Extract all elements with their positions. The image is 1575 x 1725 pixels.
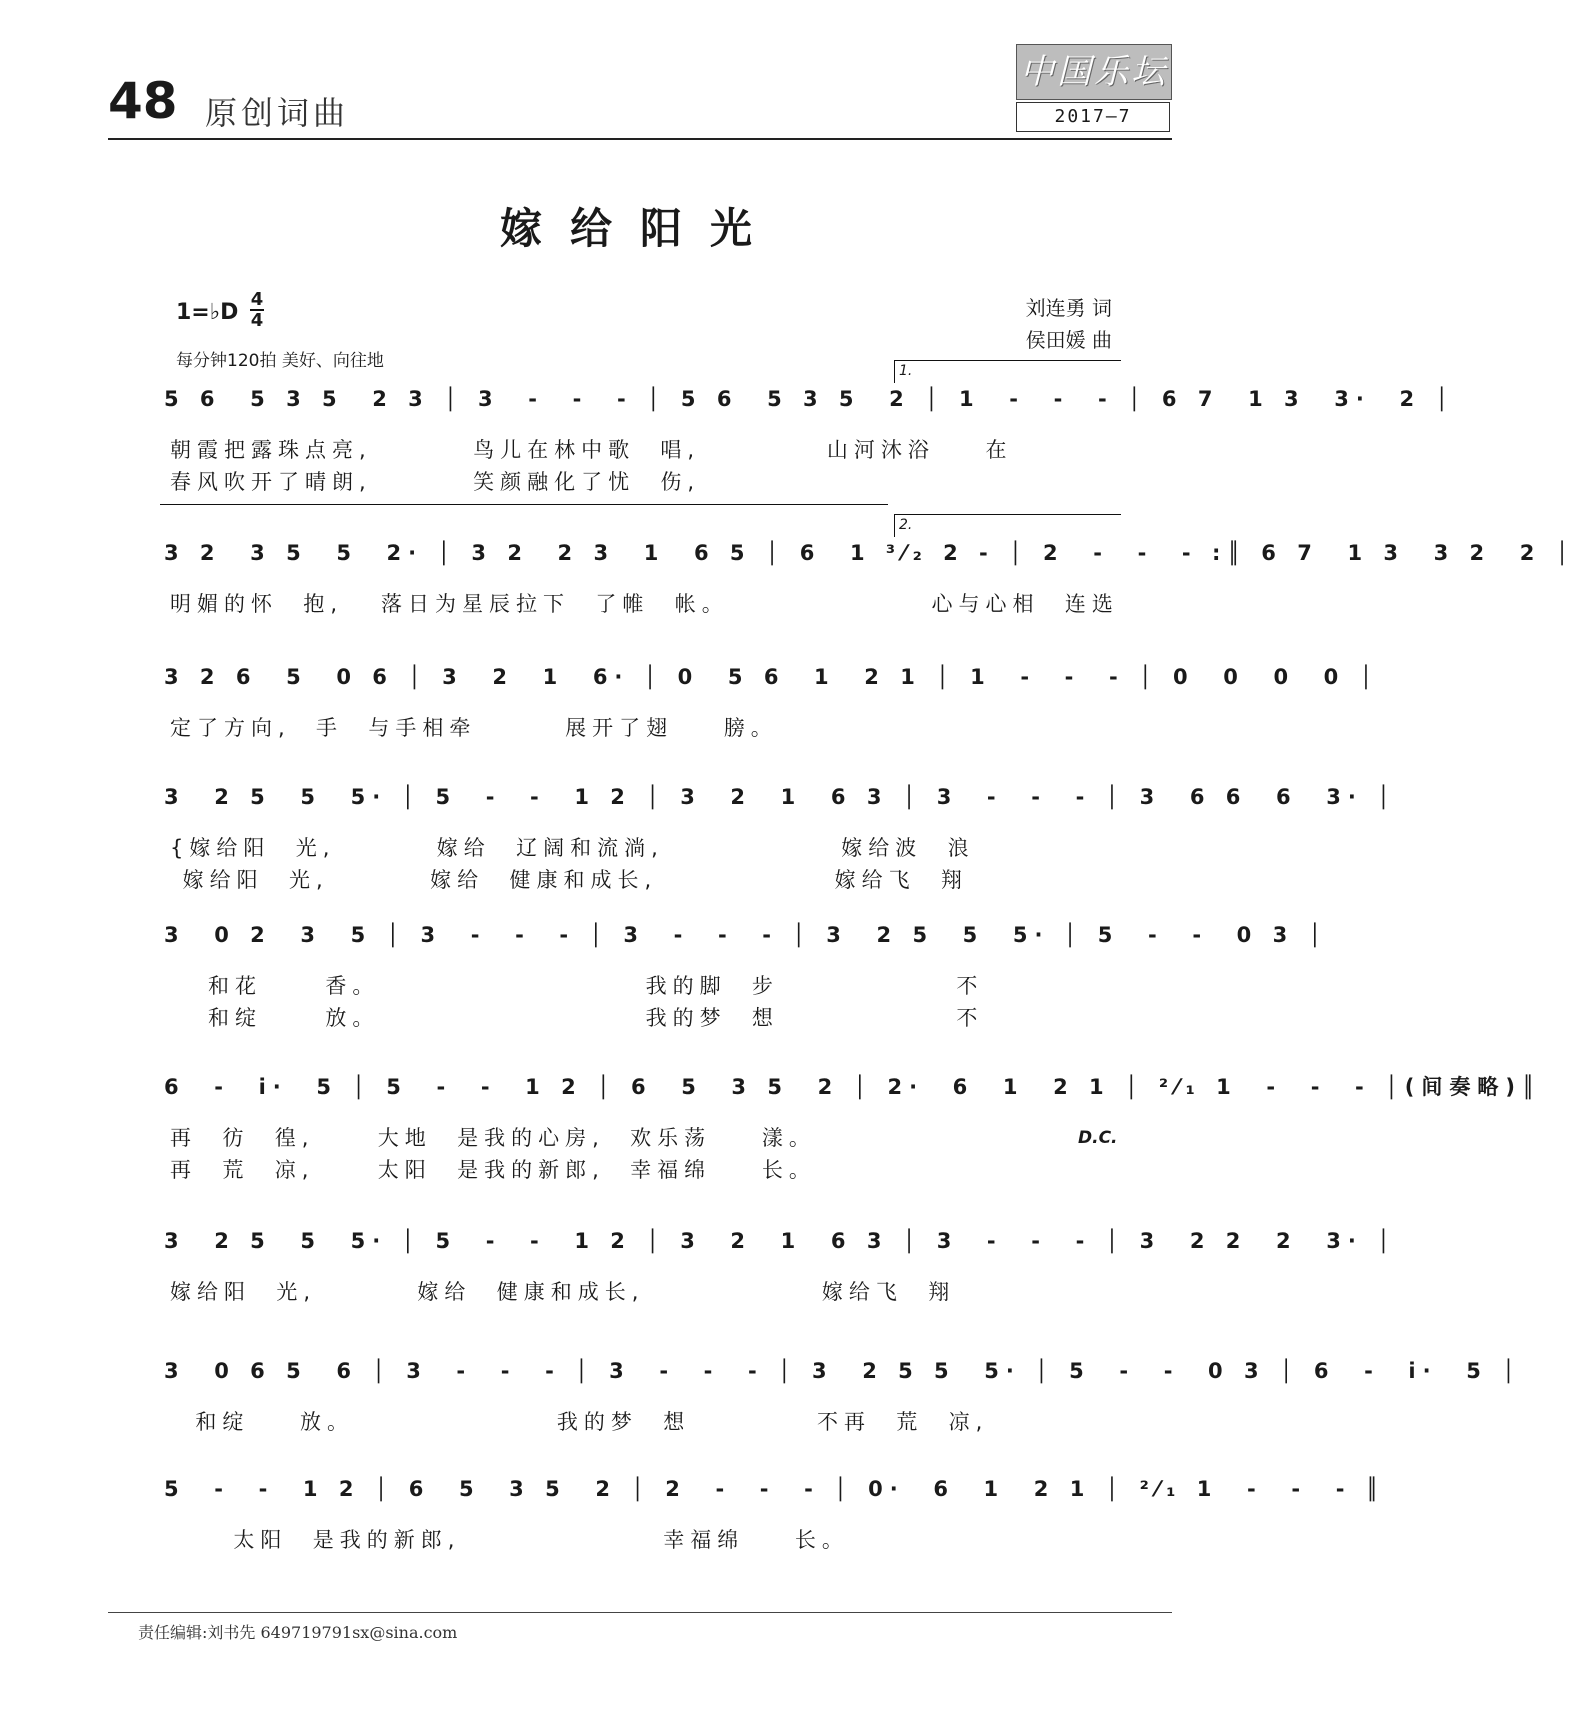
first-ending-bracket: 1. bbox=[894, 360, 1121, 383]
score-system bbox=[164, 912, 1329, 1060]
first-ending-line bbox=[160, 504, 888, 505]
lyrics-verse-1: 朝霞把露珠点亮, 鸟儿在林中歌 唱, 山河沐浴 在 bbox=[170, 438, 1013, 462]
editor-credit: 责任编辑:刘书先 649719791sx@sina.com bbox=[138, 1623, 458, 1642]
notation-line: 3 2 6 5 0 6 │ 3 2 1 6· │ 0 5 6 1 2 1 │ 1 - - - │ 0 0 0 0 │ bbox=[164, 665, 1380, 689]
lyricist-credit: 刘连勇 词 bbox=[1025, 296, 1112, 320]
lyrics-verse-2: 嫁给阳 光, 嫁给 健康和成长, 嫁给飞 翔 bbox=[170, 868, 968, 892]
time-signature bbox=[250, 290, 264, 330]
notation-line: 5 - - 1 2 │ 6 5 3 5 2 │ 2 - - - │ 0· 6 1 2 1 │ ²⁄₁ 1 - - - ║ bbox=[164, 1477, 1386, 1501]
score-system bbox=[164, 1064, 1542, 1212]
score-system bbox=[164, 363, 1456, 524]
song-title: 嫁给阳光 bbox=[499, 204, 780, 253]
score-system bbox=[164, 1466, 1386, 1614]
notation-line: 3 2 5 5 5· │ 5 - - 1 2 │ 3 2 1 6 3 │ 3 - - - │ 3 2 2 2 3· │ bbox=[164, 1229, 1397, 1253]
notation-line: 3 2 3 5 5 2· │ 3 2 2 3 1 6 5 │ 6 1 ³⁄₂ 2 - │ 2 - - - :║ 6 7 1 3 3 2 2 │ bbox=[164, 541, 1575, 565]
lyrics-verse-2: 再 荒 凉, 太阳 是我的新郎, 幸福绵 长。 bbox=[170, 1158, 816, 1182]
lyrics-verse-1: 定了方向, 手 与手相牵 展开了翅 膀。 bbox=[170, 716, 778, 740]
lyrics-verse-2: 和绽 放。 我的梦 想 不 bbox=[170, 1006, 984, 1030]
score-system bbox=[164, 1218, 1397, 1366]
magazine-logo: 中国乐坛 bbox=[1016, 44, 1172, 100]
tempo-marking: 每分钟120拍 美好、向往地 bbox=[176, 351, 384, 371]
footer-divider bbox=[108, 1612, 1172, 1613]
lyrics-verse-1: {嫁给阳 光, 嫁给 辽阔和流淌, 嫁给波 浪 bbox=[170, 836, 975, 860]
key-signature: 1=♭D bbox=[176, 300, 239, 325]
notation-line: 3 0 2 3 5 │ 3 - - - │ 3 - - - │ 3 2 5 5 5· │ 5 - - 0 3 │ bbox=[164, 923, 1329, 947]
page-number: 48 bbox=[108, 72, 178, 130]
notation-line: 6 - i· 5 │ 5 - - 1 2 │ 6 5 3 5 2 │ 2· 6 1 2 1 │ ²⁄₁ 1 - - - │(间奏略)║ bbox=[164, 1075, 1542, 1099]
lyrics-verse-2: 春风吹开了晴朗, 笑颜融化了忧 伤, bbox=[170, 470, 701, 494]
header-divider bbox=[108, 138, 1172, 140]
dc-marking: D.C. bbox=[1078, 1128, 1118, 1148]
composer-credit: 侯田媛 曲 bbox=[1025, 328, 1112, 352]
lyrics-verse-1: 再 彷 徨, 大地 是我的心房, 欢乐荡 漾。 bbox=[170, 1126, 816, 1150]
lyrics-verse-1: 太阳 是我的新郎, 幸福绵 长。 bbox=[170, 1528, 849, 1552]
notation-line: 3 0 6 5 6 │ 3 - - - │ 3 - - - │ 3 2 5 5 5· │ 5 - - 0 3 │ 6 - i· 5 │ bbox=[164, 1359, 1522, 1383]
time-signature-top: 4 bbox=[250, 289, 264, 310]
score-system bbox=[164, 774, 1397, 922]
lyrics-verse-1: 和花 香。 我的脚 步 不 bbox=[170, 974, 984, 998]
second-ending-bracket: 2. bbox=[894, 514, 1121, 537]
lyrics-verse-1: 嫁给阳 光, 嫁给 健康和成长, 嫁给飞 翔 bbox=[170, 1280, 956, 1304]
notation-line: 3 2 5 5 5· │ 5 - - 1 2 │ 3 2 1 6 3 │ 3 - - - │ 3 6 6 6 3· │ bbox=[164, 785, 1397, 809]
time-signature-bottom: 4 bbox=[250, 310, 264, 331]
lyrics-verse-1: 和绽 放。 我的梦 想 不再 荒 凉, bbox=[170, 1410, 989, 1434]
issue-number: 2017—7 bbox=[1016, 102, 1170, 132]
lyrics-verse-1: 明媚的怀 抱, 落日为星辰拉下 了帷 帐。 心与心相 连选 bbox=[170, 592, 1119, 616]
section-title: 原创词曲 bbox=[205, 94, 350, 132]
notation-line: 5 6 5 3 5 2 3 │ 3 - - - │ 5 6 5 3 5 2 │ 1 - - - │ 6 7 1 3 3· 2 │ bbox=[164, 387, 1456, 411]
